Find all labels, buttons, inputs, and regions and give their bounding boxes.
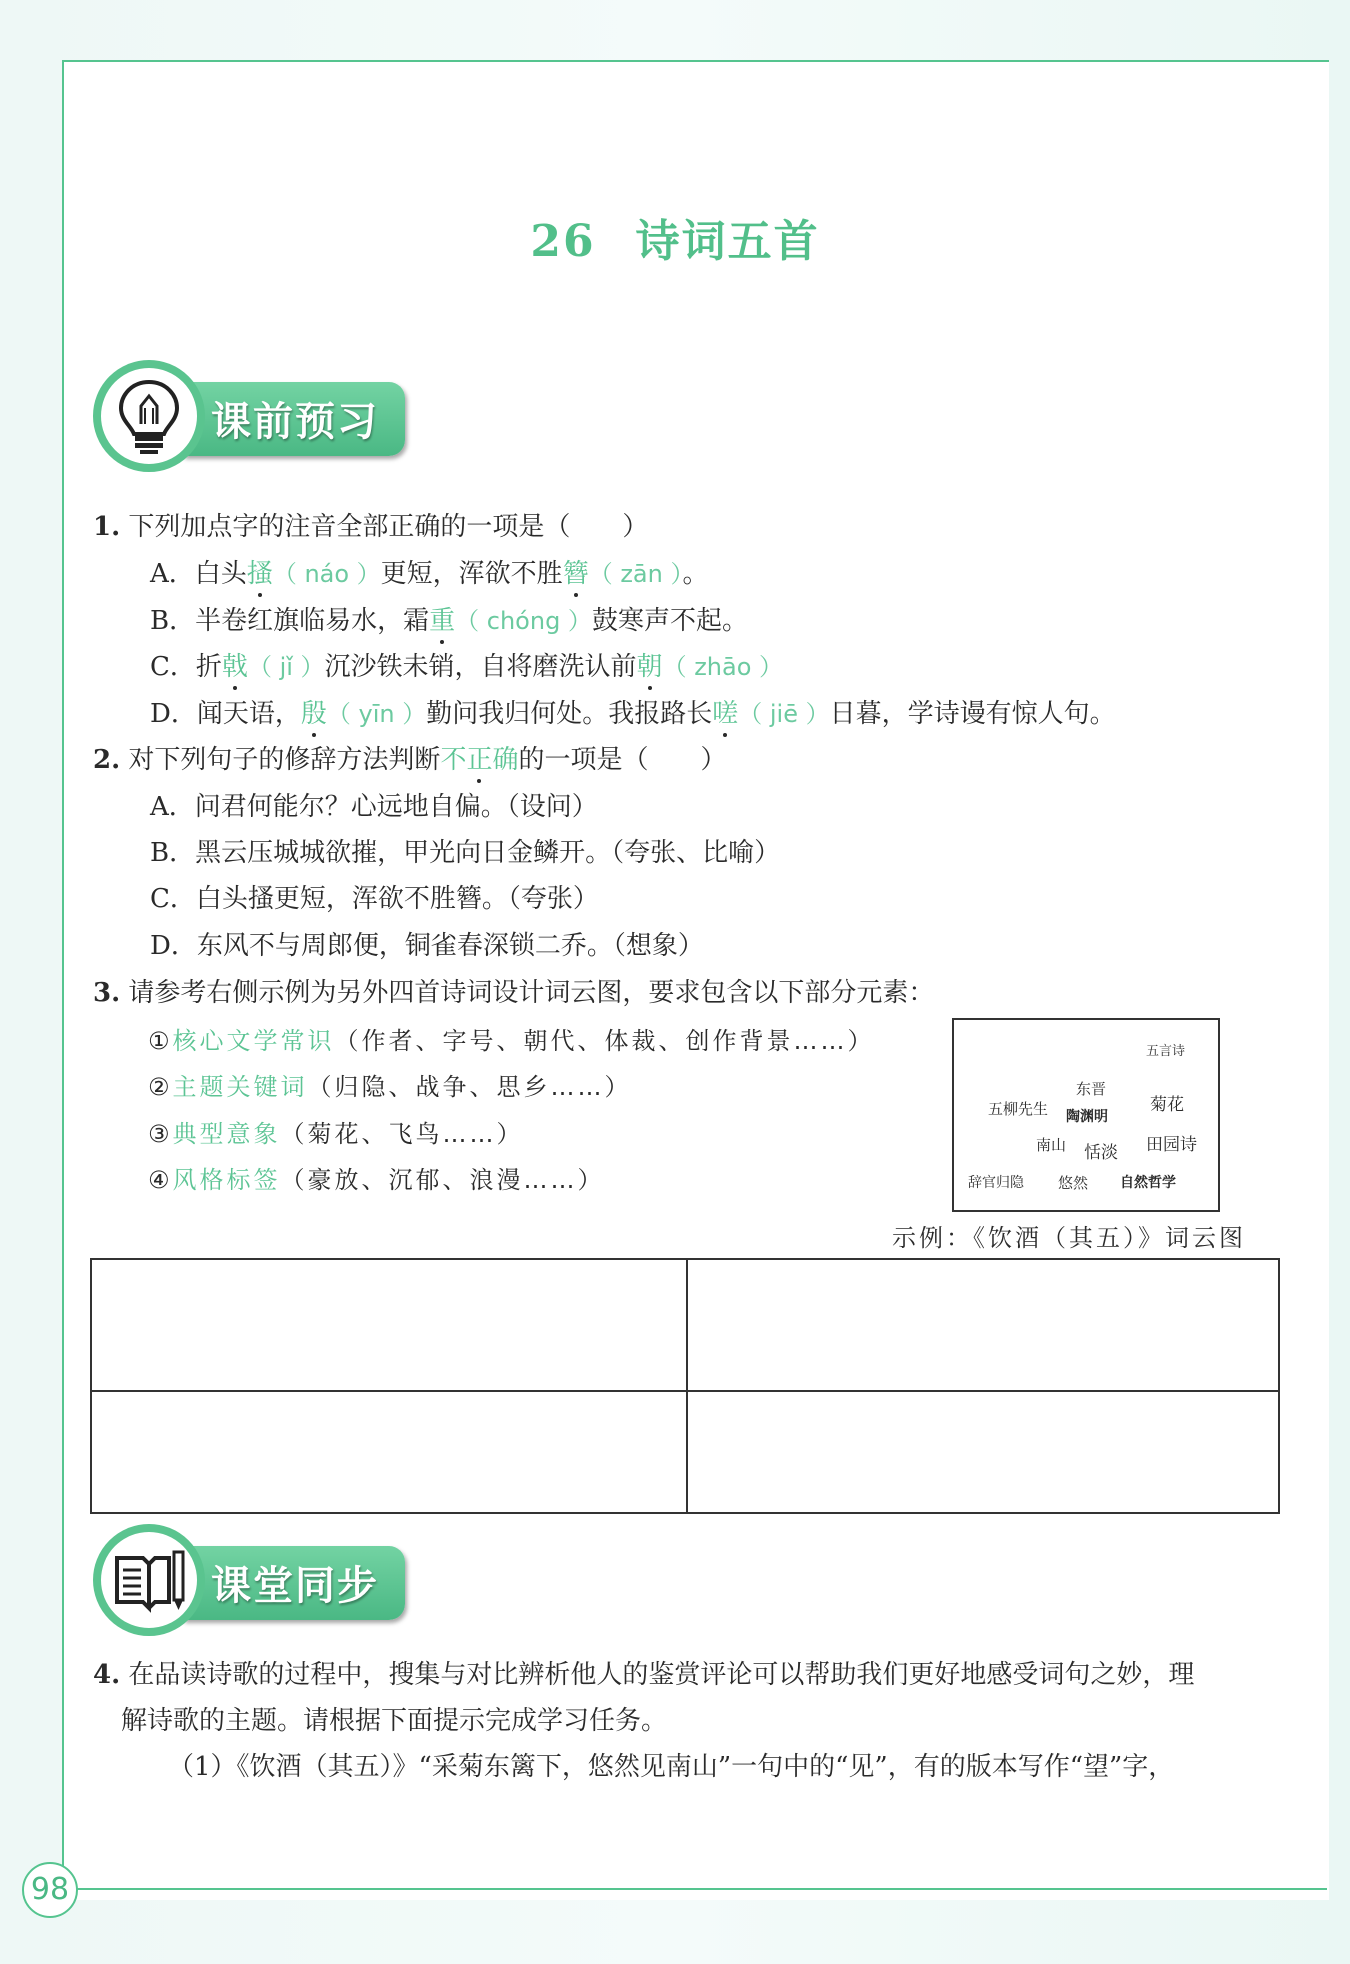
q1-option-a[interactable]: [150, 553, 709, 590]
footer-rule: [62, 1888, 1327, 1890]
cloud-word: 五柳先生: [988, 1100, 1049, 1118]
q2-option-c[interactable]: C．白头搔更短，浑欲不胜簪。（夸张）: [150, 884, 599, 914]
lightbulb-icon: [107, 374, 191, 458]
q3-stem: [93, 972, 934, 1009]
dotted-char: 殷: [300, 699, 327, 729]
answer-cell-2[interactable]: [688, 1260, 1278, 1390]
pinyin: （ zān ）: [588, 560, 683, 588]
option-text: 更短，浑欲不胜: [380, 559, 563, 589]
q4-line-3: （1）《饮酒（其五）》“采菊东篱下，悠然见南山”一句中的“见”，有的版本写作“望”字，: [168, 1752, 1175, 1782]
cloud-word: 菊花: [1150, 1095, 1184, 1115]
page-number: 98: [22, 1862, 78, 1918]
pinyin: （ jiē ）: [738, 700, 830, 728]
element-name: 典型意象: [172, 1120, 281, 1148]
dotted-char: 朝: [636, 652, 663, 682]
dotted-char: 簪: [562, 559, 589, 589]
option-text: 折: [195, 652, 222, 682]
section-banner: [183, 1546, 405, 1620]
element-mark: ①: [148, 1027, 173, 1055]
element-desc: （菊花、飞鸟……）: [280, 1120, 524, 1148]
dotted-char: 戟: [221, 652, 248, 682]
q1-stem: [93, 506, 648, 543]
cloud-word: 五言诗: [1146, 1044, 1186, 1059]
q2-option-b[interactable]: B．黑云压城城欲摧，甲光向日金鳞开。（夸张、比喻）: [150, 838, 781, 868]
q3-element-3: [148, 1114, 524, 1149]
q3-text: 请参考右侧示例为另外四首诗词设计词云图，要求包含以下部分元素：: [128, 978, 935, 1008]
pinyin: （ náo ）: [272, 560, 381, 588]
section-title: 课堂同步: [211, 1562, 379, 1609]
dotted-char: 重: [429, 606, 456, 636]
option-label: C．: [150, 652, 196, 682]
cloud-word: 陶渊明: [1066, 1109, 1108, 1125]
q2-text: 对下列句子的修辞方法判断: [128, 745, 441, 775]
q3-element-4: [148, 1160, 605, 1195]
q1-option-d[interactable]: [150, 693, 1116, 730]
q4-number: 4.: [93, 1660, 121, 1690]
element-name: 主题关键词: [172, 1073, 308, 1101]
answer-cell-1[interactable]: [92, 1260, 686, 1390]
q1-number: 1.: [93, 512, 121, 542]
pinyin: （ chóng ）: [455, 607, 592, 635]
option-label: B．: [150, 606, 196, 636]
element-name: 核心文学常识: [172, 1027, 335, 1055]
element-mark: ③: [148, 1120, 173, 1148]
pinyin: （ jǐ ）: [247, 653, 325, 681]
option-text: 日暮，学诗谩有惊人句。: [829, 699, 1116, 729]
cloud-word: 田园诗: [1146, 1135, 1197, 1155]
cloud-word: 自然哲学: [1120, 1175, 1176, 1191]
q1-option-c[interactable]: [150, 646, 783, 683]
q4-line-2: 解诗歌的主题。请根据下面提示完成学习任务。: [121, 1706, 668, 1736]
answer-cell-3[interactable]: [92, 1392, 686, 1512]
lesson-number: 26: [530, 216, 596, 267]
cloud-word: 悠然: [1058, 1174, 1089, 1192]
element-desc: （归隐、战争、思乡……）: [307, 1073, 632, 1101]
q1-option-b[interactable]: [150, 600, 748, 637]
element-desc: （作者、字号、朝代、体裁、创作背景……）: [334, 1027, 875, 1055]
option-text: 。: [682, 559, 709, 589]
section-banner: [183, 382, 405, 456]
option-text: 白头: [194, 559, 247, 589]
book-pencil-icon: [107, 1538, 191, 1622]
option-label: D．: [150, 699, 197, 729]
q1-text: 下列加点字的注音全部正确的一项是（ ）: [128, 512, 649, 542]
element-mark: ②: [148, 1073, 173, 1101]
dotted-char: 搔: [246, 559, 273, 589]
option-text: 鼓寒声不起。: [591, 606, 748, 636]
option-text: 闻天语，: [196, 699, 301, 729]
q2-number: 2.: [93, 745, 121, 775]
q4-line-1: [93, 1654, 1194, 1691]
q2-highlight: 不正确: [440, 745, 519, 775]
option-text: 勤问我归何处。我报路长: [426, 699, 713, 729]
q2-stem: [93, 739, 726, 776]
section-title: 课前预习: [211, 398, 379, 445]
word-cloud-example: [952, 1018, 1220, 1212]
option-label: A．: [150, 559, 195, 589]
q3-element-1: [148, 1021, 875, 1056]
word-cloud-caption: 示例：《饮酒（其五）》词云图: [892, 1224, 1246, 1252]
element-desc: （豪放、沉郁、浪漫……）: [280, 1166, 605, 1194]
q3-number: 3.: [93, 978, 121, 1008]
answer-cell-4[interactable]: [688, 1392, 1278, 1512]
cloud-word: 南山: [1036, 1136, 1067, 1154]
answer-grid: [90, 1258, 1280, 1514]
lesson-title: [0, 205, 1350, 269]
q3-element-2: [148, 1067, 632, 1102]
pinyin: （ yīn ）: [326, 700, 427, 728]
option-text: 半卷红旗临易水，霜: [195, 606, 430, 636]
q2-text: 的一项是（ ）: [518, 745, 727, 775]
cloud-word: 恬淡: [1084, 1143, 1118, 1163]
q4-text: 在品读诗歌的过程中，搜集与对比辨析他人的鉴赏评论可以帮助我们更好地感受词句之妙，理: [128, 1660, 1195, 1690]
element-mark: ④: [148, 1166, 173, 1194]
option-text: 沉沙铁未销，自将磨洗认前: [324, 652, 637, 682]
cloud-word: 辞官归隐: [968, 1175, 1024, 1191]
lesson-name: 诗词五首: [635, 216, 820, 267]
dotted-char: 嗟: [712, 699, 739, 729]
element-name: 风格标签: [172, 1166, 281, 1194]
q2-option-d[interactable]: D．东风不与周郎便，铜雀春深锁二乔。（想象）: [150, 931, 704, 961]
pinyin: （ zhāo ）: [662, 653, 784, 681]
cloud-word: 东晋: [1076, 1080, 1107, 1098]
q2-option-a[interactable]: A．问君何能尔？心远地自偏。（设问）: [150, 792, 598, 822]
